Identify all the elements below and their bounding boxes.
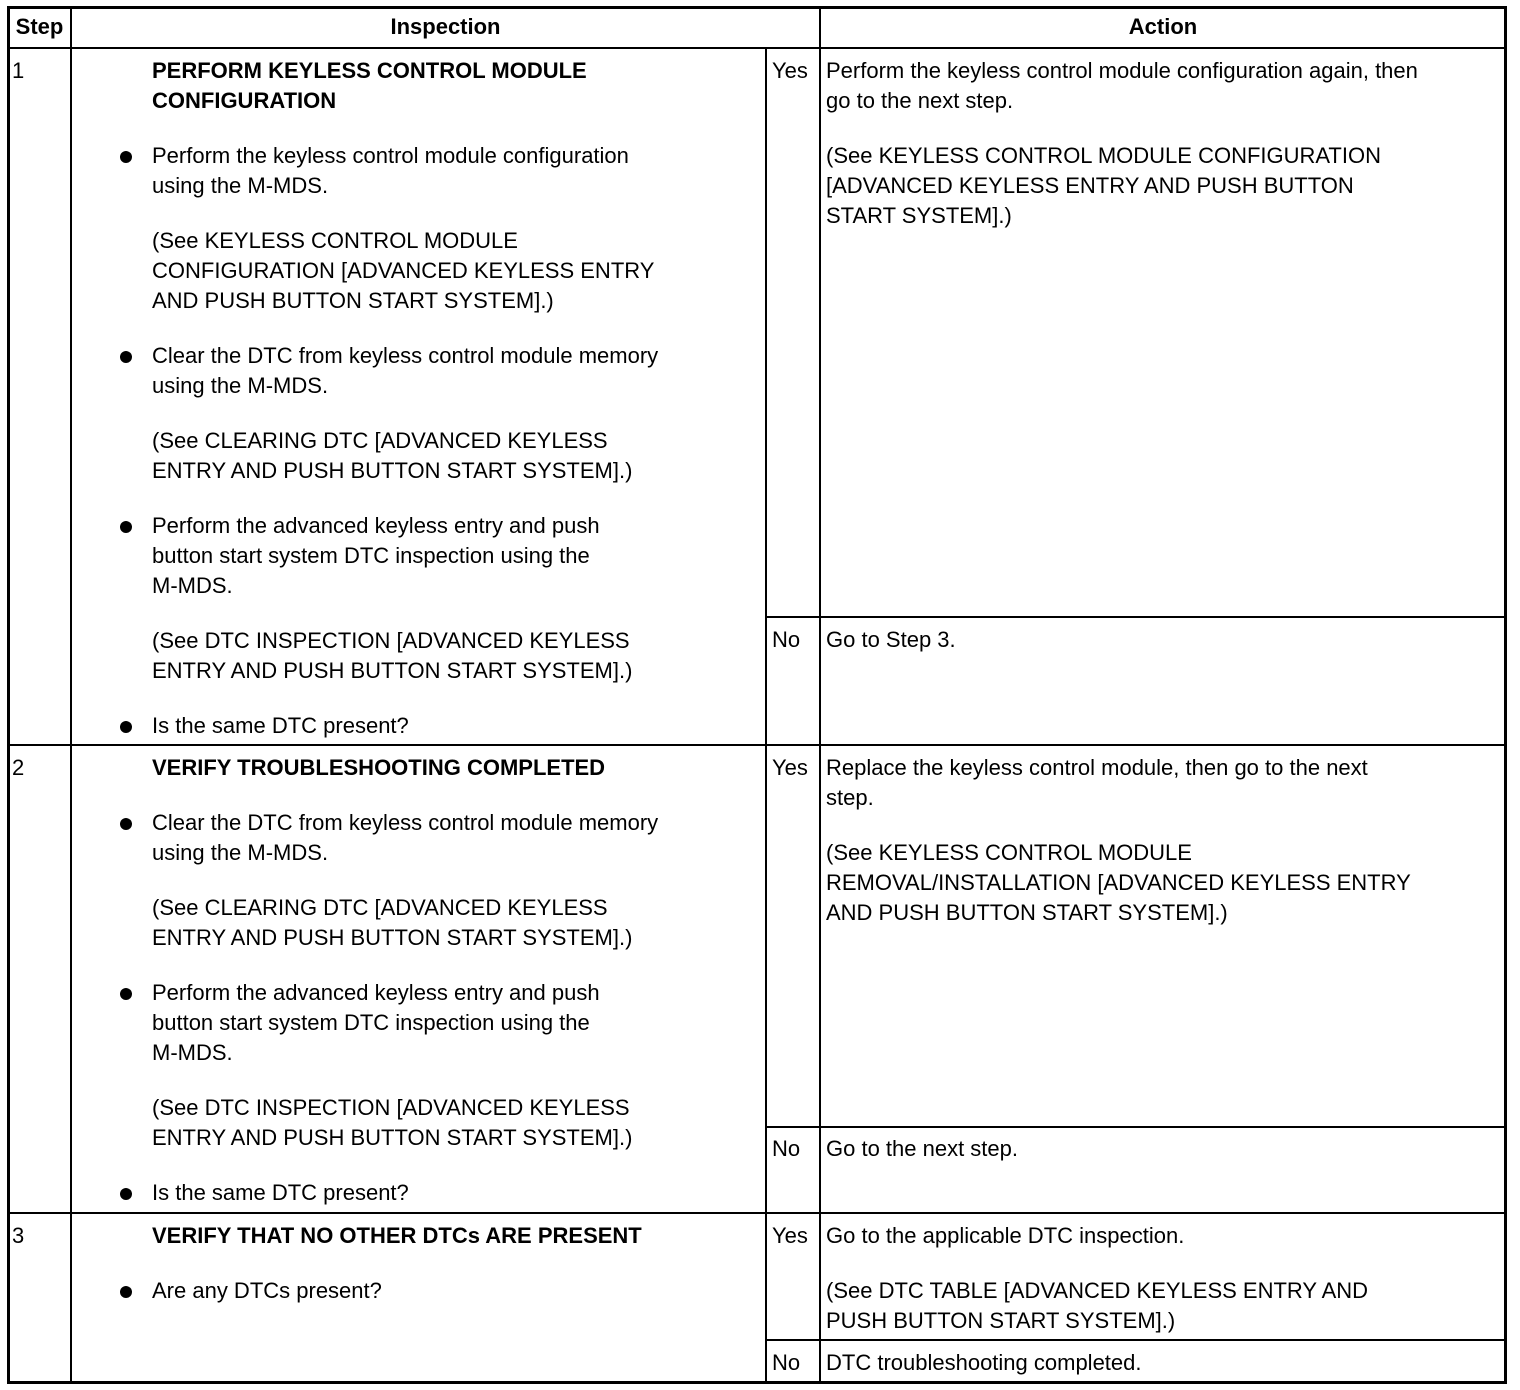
inspection-reference: (See DTC INSPECTION [ADVANCED KEYLESS ENTRY AND PUSH BUTTON START SYSTEM].) [152, 628, 633, 683]
no-label: No [772, 627, 801, 652]
divider-step-inspection [70, 6, 72, 1384]
bullet-icon [120, 721, 132, 733]
no-action: Go to the next step. [826, 1136, 1019, 1161]
inspection-question: Are any DTCs present? [152, 1278, 382, 1303]
bullet-icon [120, 1286, 132, 1298]
bullet-icon [120, 1188, 132, 1200]
step-number: 1 [12, 58, 25, 83]
step2-yes-no-divider [765, 1126, 1507, 1128]
inspection-reference: (See DTC INSPECTION [ADVANCED KEYLESS ENTRY AND PUSH BUTTON START SYSTEM].) [152, 1095, 633, 1150]
step2-divider [7, 1212, 1507, 1214]
inspection-question: Is the same DTC present? [152, 1180, 409, 1205]
bullet-icon [120, 151, 132, 163]
no-action: DTC troubleshooting completed. [826, 1350, 1142, 1375]
yes-action: Go to the applicable DTC inspection. [826, 1223, 1185, 1248]
bullet-icon [120, 351, 132, 363]
header-divider [7, 47, 1507, 49]
header-inspection: Inspection [390, 14, 501, 39]
step3-yes-no-divider [765, 1339, 1507, 1341]
yes-action-reference: (See KEYLESS CONTROL MODULE CONFIGURATION [ADVANCED KEYLESS ENTRY AND PUSH BUTTON START SYSTEM].) [826, 143, 1381, 228]
inspection-reference: (See KEYLESS CONTROL MODULE CONFIGURATION [ADVANCED KEYLESS ENTRY AND PUSH BUTTON START SYSTEM].) [152, 228, 655, 313]
bullet-icon [120, 988, 132, 1000]
yes-action: Perform the keyless control module configuration again, then go to the next step. [826, 58, 1418, 113]
inspection-bullet: Perform the advanced keyless entry and push button start system DTC inspection using the M-MDS. [152, 513, 600, 598]
yes-label: Yes [772, 755, 808, 780]
no-label: No [772, 1136, 801, 1161]
divider-inspection-yesno [765, 48, 767, 1384]
step1-divider [7, 744, 1507, 746]
no-label: No [772, 1350, 801, 1375]
step-title: PERFORM KEYLESS CONTROL MODULE CONFIGURATION [152, 58, 587, 113]
inspection-bullet: Clear the DTC from keyless control module memory using the M-MDS. [152, 810, 659, 865]
inspection-bullet: Clear the DTC from keyless control module memory using the M-MDS. [152, 343, 659, 398]
inspection-reference: (See CLEARING DTC [ADVANCED KEYLESS ENTRY AND PUSH BUTTON START SYSTEM].) [152, 428, 633, 483]
inspection-bullet: Perform the keyless control module configuration using the M-MDS. [152, 143, 629, 198]
yes-action-reference: (See DTC TABLE [ADVANCED KEYLESS ENTRY AND PUSH BUTTON START SYSTEM].) [826, 1278, 1369, 1333]
yes-action: Replace the keyless control module, then go to the next step. [826, 755, 1368, 810]
inspection-question: Is the same DTC present? [152, 713, 409, 738]
bullet-icon [120, 818, 132, 830]
step-number: 2 [12, 755, 25, 780]
yes-label: Yes [772, 1223, 808, 1248]
inspection-reference: (See CLEARING DTC [ADVANCED KEYLESS ENTRY AND PUSH BUTTON START SYSTEM].) [152, 895, 633, 950]
header-step: Step [15, 14, 64, 39]
step1-yes-no-divider [765, 616, 1507, 618]
no-action: Go to Step 3. [826, 627, 956, 652]
step-title: VERIFY THAT NO OTHER DTCs ARE PRESENT [152, 1223, 642, 1248]
header-action: Action [1128, 14, 1198, 39]
step-title: VERIFY TROUBLESHOOTING COMPLETED [152, 755, 606, 780]
yes-label: Yes [772, 58, 808, 83]
divider-inspection-action [819, 6, 821, 1384]
bullet-icon [120, 521, 132, 533]
step-number: 3 [12, 1223, 25, 1248]
inspection-bullet: Perform the advanced keyless entry and push button start system DTC inspection using the M-MDS. [152, 980, 600, 1065]
yes-action-reference: (See KEYLESS CONTROL MODULE REMOVAL/INSTALLATION [ADVANCED KEYLESS ENTRY AND PUSH BUTTON START SYSTEM].) [826, 840, 1411, 925]
